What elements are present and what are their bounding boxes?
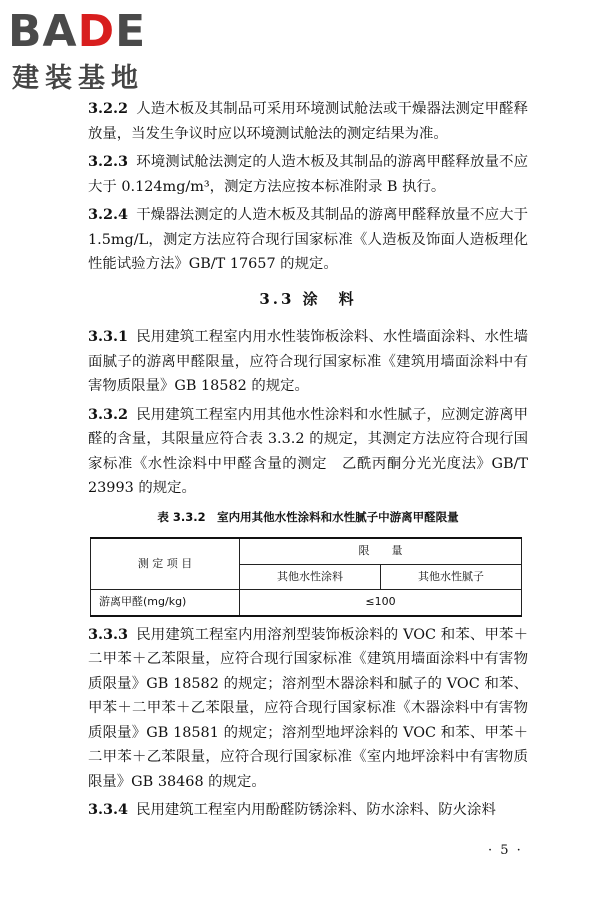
page-number: · 5 ·	[488, 843, 523, 858]
header-limit: 限 量	[240, 538, 522, 564]
clause-3-3-1: 3.3.1 民用建筑工程室内用水性装饰板涂料、水性墙面涂料、水性墙面腻子的游离甲醛限量，应符合现行国家标准《建筑用墙面涂料中有害物质限量》GB 18582 的规定。	[88, 328, 528, 394]
section-heading: 3.3 涂 料	[259, 289, 357, 308]
header-putty: 其他水性腻子	[381, 564, 522, 590]
formaldehyde-limit-table	[90, 537, 522, 617]
header-paint: 其他水性涂料	[240, 564, 381, 590]
clause-3-3-4: 3.3.4 民用建筑工程室内用酚醛防锈涂料、防水涂料、防火涂料	[88, 801, 496, 818]
clause-3-2-4: 3.2.4 干燥器法测定的人造木板及其制品的游离甲醛释放量不应大于 1.5mg/L，测定方法应符合现行国家标准《人造板及饰面人造板理化性能试验方法》GB/T 17657 的规定。	[88, 206, 528, 272]
clause-3-2-2: 3.2.2 人造木板及其制品可采用环境测试舱法或干燥器法测定甲醛释放量，当发生争议时应以环境测试舱法的测定结果为准。	[88, 100, 528, 142]
clause-3-3-3: 3.3.3 民用建筑工程室内用溶剂型装饰板涂料的 VOC 和苯、甲苯＋二甲苯＋乙苯限量，应符合现行国家标准《建筑用墙面涂料中有害物质限量》GB 18582 的规定；溶剂型木器涂料和腻子的 VOC 和苯、甲苯＋二甲苯＋乙苯限量，应符合现行国家标准《木器涂料中有害物质限量》GB 18581 的规定；溶剂型地坪涂料的 VOC 和苯、甲苯＋二甲苯＋乙苯限量，应符合现行国家标准《室内地坪涂料中有害物质限量》GB 38468 的规定。	[88, 625, 528, 790]
logo-subtitle: 建装基地	[12, 63, 144, 94]
clause-3-2-3: 3.2.3 环境测试舱法测定的人造木板及其制品的游离甲醛释放量不应大于 0.124mg/m³，测定方法应按本标准附录 B 执行。	[88, 153, 528, 195]
bade-logo	[8, 4, 178, 100]
document-body	[88, 97, 528, 827]
row-label: 游离甲醛(mg/kg)	[91, 590, 240, 616]
row-value: ≤100	[240, 590, 522, 616]
table-caption: 表 3.3.2 室内用其他水性涂料和水性腻子中游离甲醛限量	[157, 509, 459, 524]
clause-3-3-2: 3.3.2 民用建筑工程室内用其他水性涂料和水性腻子，应测定游离甲醛的含量，其限量应符合表 3.3.2 的规定，其测定方法应符合现行国家标准《水性涂料中甲醛含量的测定 乙酰丙酮分光光度法》GB/T 23993 的规定。	[88, 405, 528, 496]
header-item: 测 定 项 目	[91, 538, 240, 590]
logo-wordmark: BADE	[8, 6, 147, 57]
